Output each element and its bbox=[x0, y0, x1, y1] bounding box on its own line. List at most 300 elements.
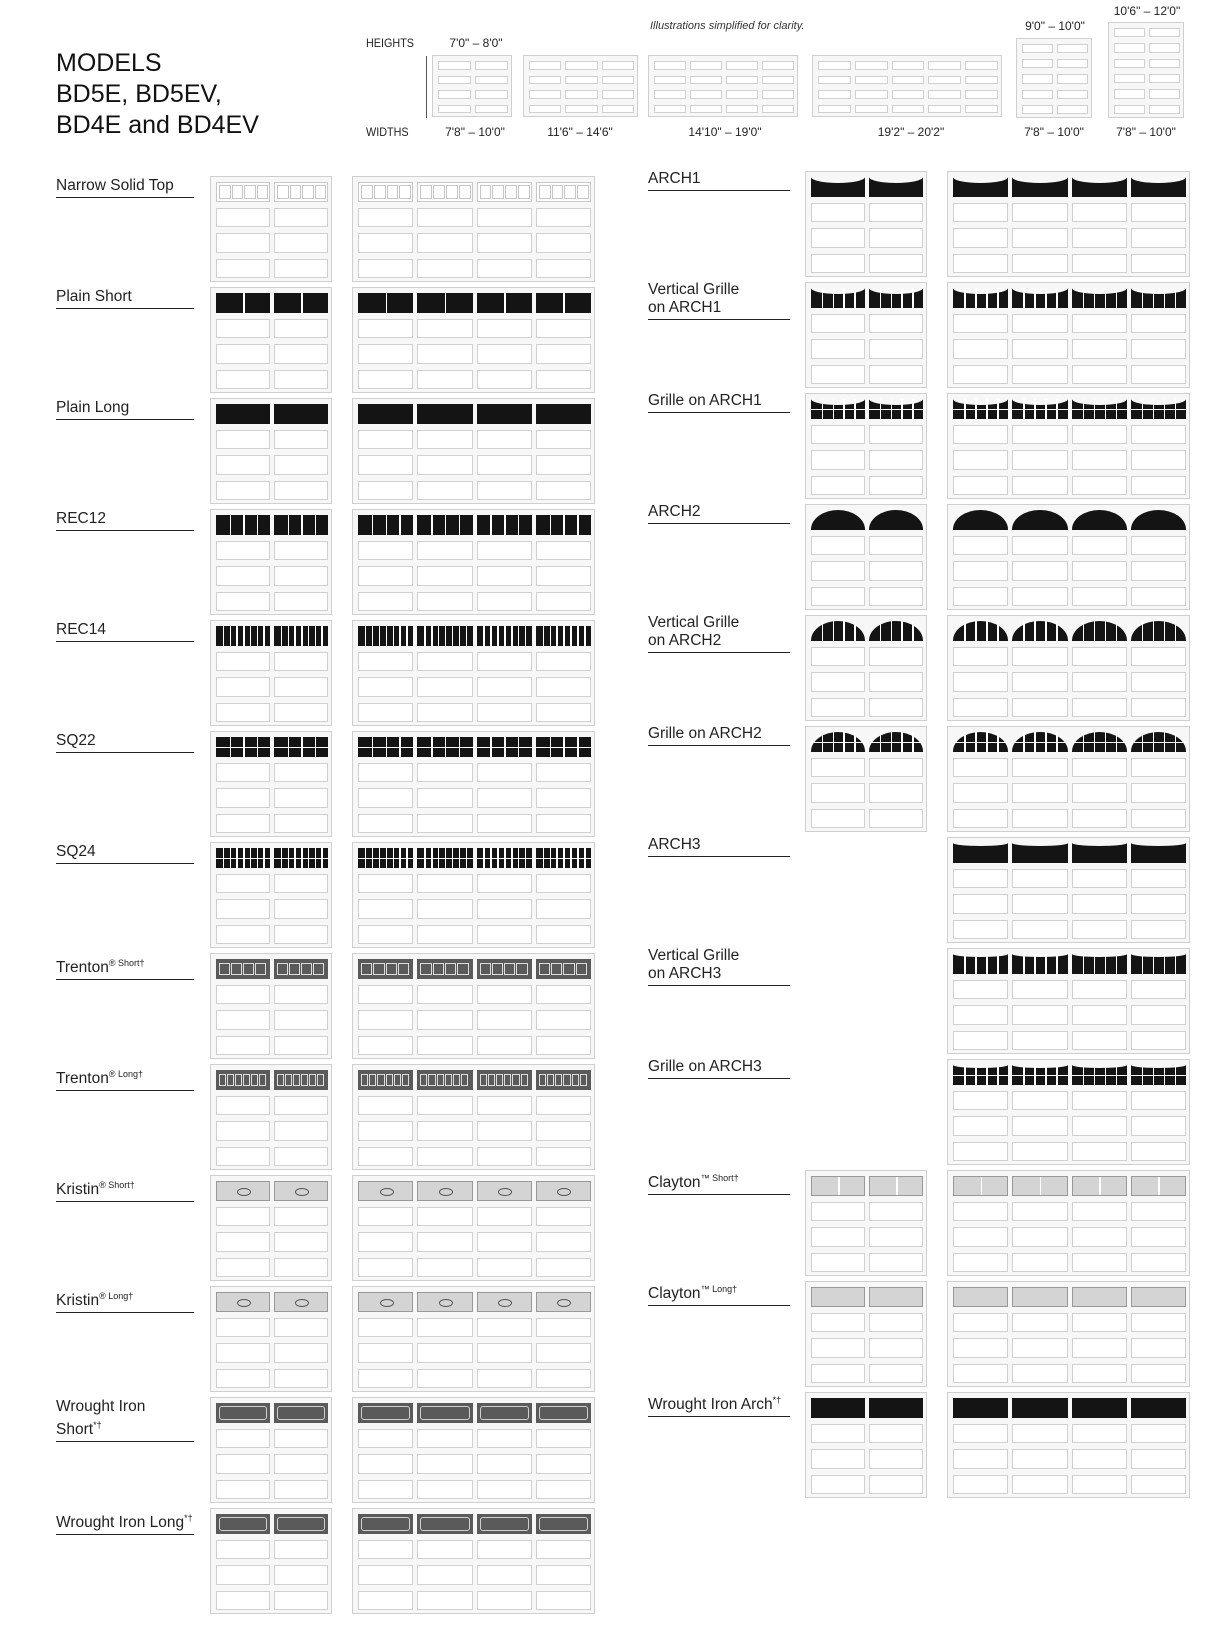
door-panel bbox=[477, 1369, 532, 1389]
door-panel bbox=[1012, 809, 1067, 829]
door-panel bbox=[953, 476, 1008, 496]
door-panel bbox=[417, 1096, 472, 1116]
door-panel bbox=[953, 758, 1008, 778]
door-panel bbox=[477, 652, 532, 672]
door-panel bbox=[417, 925, 472, 945]
door-panel bbox=[477, 1591, 532, 1611]
door-panel bbox=[1072, 203, 1127, 223]
door-panel bbox=[855, 76, 888, 85]
door-panel bbox=[1057, 90, 1088, 99]
door-window bbox=[216, 959, 270, 979]
door-panel bbox=[274, 259, 328, 279]
door-panel bbox=[1131, 869, 1186, 889]
door-panel bbox=[274, 763, 328, 783]
door-panel bbox=[953, 1005, 1008, 1025]
door-panel bbox=[1149, 74, 1180, 83]
door-single bbox=[805, 171, 927, 277]
door-panel bbox=[529, 105, 561, 114]
door-panel bbox=[477, 566, 532, 586]
door-panel bbox=[869, 672, 923, 692]
door-window bbox=[811, 621, 865, 641]
door-panel bbox=[953, 920, 1008, 940]
door-panel bbox=[1114, 89, 1145, 98]
door-window bbox=[1072, 1287, 1127, 1307]
door-panel bbox=[417, 788, 472, 808]
door-panel bbox=[274, 1121, 328, 1141]
door-panel bbox=[869, 1338, 923, 1358]
door-panel bbox=[953, 1091, 1008, 1111]
door-single bbox=[805, 1170, 927, 1276]
door-panel bbox=[274, 430, 328, 450]
model-label bbox=[56, 732, 194, 753]
door-window bbox=[417, 848, 472, 868]
door-panel bbox=[953, 365, 1008, 385]
door-single bbox=[210, 176, 332, 282]
door-panel bbox=[1072, 1364, 1127, 1384]
model-name: REC12 bbox=[56, 510, 106, 527]
door-window bbox=[536, 959, 591, 979]
door-panel bbox=[358, 455, 413, 475]
door-panel bbox=[953, 1475, 1008, 1495]
door-panel bbox=[358, 370, 413, 390]
door-window bbox=[1131, 1287, 1186, 1307]
door-panel bbox=[1012, 698, 1067, 718]
model-label bbox=[648, 1058, 790, 1079]
door-window bbox=[1131, 843, 1186, 863]
door-panel bbox=[358, 763, 413, 783]
door-window bbox=[1131, 510, 1186, 530]
door-panel bbox=[477, 1258, 532, 1278]
door-panel bbox=[869, 203, 923, 223]
door-panel bbox=[274, 788, 328, 808]
door-panel bbox=[953, 1424, 1008, 1444]
door-window bbox=[1012, 1398, 1067, 1418]
door-panel bbox=[869, 698, 923, 718]
door-double bbox=[947, 726, 1190, 832]
door-panel bbox=[358, 1591, 413, 1611]
door-panel bbox=[358, 814, 413, 834]
model-label bbox=[648, 1280, 790, 1306]
model-label bbox=[648, 836, 790, 857]
door-panel bbox=[811, 536, 865, 556]
door-panel bbox=[536, 985, 591, 1005]
door-window bbox=[1012, 621, 1067, 641]
door-panel bbox=[1057, 59, 1088, 68]
door-panel bbox=[1149, 43, 1180, 52]
door-window bbox=[1012, 954, 1067, 974]
door-panel bbox=[477, 1121, 532, 1141]
door-panel bbox=[1012, 1202, 1067, 1222]
model-suffix: ® Long† bbox=[108, 1069, 144, 1079]
door-window bbox=[1131, 288, 1186, 308]
door-window bbox=[274, 1181, 328, 1201]
door-panel bbox=[1012, 920, 1067, 940]
title-line-2: BD5E, BD5EV, bbox=[56, 80, 222, 108]
door-panel bbox=[358, 703, 413, 723]
door-double bbox=[947, 615, 1190, 721]
door-panel bbox=[358, 1147, 413, 1167]
door-panel bbox=[1012, 1227, 1067, 1247]
door-panel bbox=[477, 1010, 532, 1030]
door-window bbox=[811, 177, 865, 197]
model-suffix: *† bbox=[772, 1395, 782, 1405]
door-panel bbox=[216, 1258, 270, 1278]
door-panel bbox=[1012, 980, 1067, 1000]
door-double bbox=[947, 948, 1190, 1054]
door-panel bbox=[1072, 1227, 1127, 1247]
door-window bbox=[216, 1514, 270, 1534]
door-panel bbox=[953, 1142, 1008, 1162]
door-window bbox=[216, 1181, 270, 1201]
door-panel bbox=[358, 208, 413, 228]
door-panel bbox=[274, 1429, 328, 1449]
door-panel bbox=[1131, 647, 1186, 667]
door-panel bbox=[1022, 44, 1053, 53]
door-panel bbox=[1012, 425, 1067, 445]
door-panel bbox=[654, 76, 686, 85]
door-panel bbox=[536, 233, 591, 253]
model-name: Wrought Iron Arch bbox=[648, 1396, 773, 1414]
door-single bbox=[210, 842, 332, 948]
door-window bbox=[953, 1176, 1008, 1196]
page-title bbox=[56, 48, 259, 141]
door-panel bbox=[274, 1258, 328, 1278]
door-panel bbox=[477, 788, 532, 808]
model-name: Trenton bbox=[56, 959, 109, 977]
door-panel bbox=[536, 1591, 591, 1611]
door-panel bbox=[536, 430, 591, 450]
door-panel bbox=[953, 1031, 1008, 1051]
door-panel bbox=[1072, 1338, 1127, 1358]
door-window bbox=[477, 1070, 532, 1090]
door-panel bbox=[1072, 254, 1127, 274]
door-panel bbox=[358, 233, 413, 253]
door-double bbox=[947, 1059, 1190, 1165]
door-panel bbox=[855, 90, 888, 99]
door-panel bbox=[602, 61, 634, 70]
model-name: Vertical Grille bbox=[648, 281, 740, 298]
door-window bbox=[1072, 1176, 1127, 1196]
door-panel bbox=[536, 652, 591, 672]
door-window bbox=[953, 954, 1008, 974]
door-panel bbox=[536, 677, 591, 697]
door-window bbox=[477, 1181, 532, 1201]
door-panel bbox=[869, 783, 923, 803]
door-double bbox=[947, 282, 1190, 388]
door-panel bbox=[1072, 425, 1127, 445]
door-window bbox=[216, 404, 270, 424]
door-panel bbox=[417, 1010, 472, 1030]
door-window bbox=[536, 1403, 591, 1423]
door-panel bbox=[477, 1480, 532, 1500]
door-double bbox=[352, 1064, 595, 1170]
door-panel bbox=[1114, 105, 1145, 114]
door-double bbox=[352, 620, 595, 726]
door-panel bbox=[1131, 1313, 1186, 1333]
door-panel bbox=[358, 1096, 413, 1116]
door-panel bbox=[536, 1369, 591, 1389]
door-window bbox=[869, 1176, 923, 1196]
door-double bbox=[947, 1170, 1190, 1276]
model-label bbox=[648, 1391, 790, 1417]
door-double bbox=[352, 1175, 595, 1281]
door-panel bbox=[811, 339, 865, 359]
door-panel bbox=[1131, 587, 1186, 607]
door-panel bbox=[536, 1429, 591, 1449]
door-panel bbox=[274, 899, 328, 919]
door-panel bbox=[417, 703, 472, 723]
door-panel bbox=[1012, 536, 1067, 556]
door-panel bbox=[216, 1565, 270, 1585]
door-panel bbox=[811, 1313, 865, 1333]
door-panel bbox=[417, 592, 472, 612]
door-panel bbox=[1131, 758, 1186, 778]
door-panel bbox=[417, 1232, 472, 1252]
door-panel bbox=[869, 1253, 923, 1273]
door-panel bbox=[216, 1147, 270, 1167]
door-panel bbox=[417, 763, 472, 783]
door-window bbox=[811, 1176, 865, 1196]
door-panel bbox=[1057, 44, 1088, 53]
door-panel bbox=[811, 254, 865, 274]
door-panel bbox=[1131, 1227, 1186, 1247]
model-name: Grille on ARCH1 bbox=[648, 392, 762, 409]
door-panel bbox=[358, 1036, 413, 1056]
door-panel bbox=[1072, 365, 1127, 385]
door-panel bbox=[953, 869, 1008, 889]
model-suffix: *† bbox=[93, 1420, 102, 1430]
door-window bbox=[1131, 1398, 1186, 1418]
door-panel bbox=[869, 339, 923, 359]
door-panel bbox=[274, 566, 328, 586]
door-panel bbox=[892, 76, 925, 85]
door-panel bbox=[1012, 561, 1067, 581]
door-panel bbox=[358, 874, 413, 894]
door-panel bbox=[216, 455, 270, 475]
door-panel bbox=[811, 425, 865, 445]
height-sample-door-2 bbox=[1108, 22, 1184, 118]
door-panel bbox=[1072, 980, 1127, 1000]
door-panel bbox=[475, 61, 508, 70]
door-panel bbox=[477, 481, 532, 501]
door-panel bbox=[565, 105, 597, 114]
door-panel bbox=[536, 1343, 591, 1363]
door-panel bbox=[1131, 1116, 1186, 1136]
door-panel bbox=[536, 899, 591, 919]
door-panel bbox=[358, 985, 413, 1005]
door-panel bbox=[690, 61, 722, 70]
door-window bbox=[953, 510, 1008, 530]
door-panel bbox=[855, 61, 888, 70]
door-single bbox=[805, 1392, 927, 1498]
door-panel bbox=[274, 1591, 328, 1611]
door-single bbox=[210, 1286, 332, 1392]
model-name: Kristin bbox=[56, 1181, 100, 1199]
door-window bbox=[953, 732, 1008, 752]
door-double bbox=[352, 1508, 595, 1614]
door-panel bbox=[477, 874, 532, 894]
door-panel bbox=[477, 319, 532, 339]
door-panel bbox=[1149, 59, 1180, 68]
door-panel bbox=[1072, 1475, 1127, 1495]
door-window bbox=[358, 293, 413, 313]
door-panel bbox=[417, 541, 472, 561]
model-name-line-2: on ARCH3 bbox=[648, 965, 722, 982]
model-name: SQ22 bbox=[56, 732, 96, 749]
door-window bbox=[417, 1292, 472, 1312]
door-window bbox=[358, 1514, 413, 1534]
door-panel bbox=[869, 561, 923, 581]
door-panel bbox=[654, 105, 686, 114]
door-panel bbox=[1131, 920, 1186, 940]
door-panel bbox=[358, 259, 413, 279]
model-label bbox=[648, 503, 790, 524]
door-panel bbox=[438, 76, 471, 85]
door-panel bbox=[358, 652, 413, 672]
door-window bbox=[358, 737, 413, 757]
door-panel bbox=[1131, 1475, 1186, 1495]
door-panel bbox=[216, 208, 270, 228]
door-window bbox=[274, 1070, 328, 1090]
door-panel bbox=[1022, 74, 1053, 83]
door-panel bbox=[1012, 203, 1067, 223]
door-panel bbox=[690, 76, 722, 85]
door-panel bbox=[477, 763, 532, 783]
door-panel bbox=[818, 90, 851, 99]
heights-label: HEIGHTS bbox=[366, 36, 415, 50]
door-panel bbox=[811, 203, 865, 223]
door-double bbox=[947, 1281, 1190, 1387]
door-panel bbox=[1012, 1253, 1067, 1273]
door-panel bbox=[1012, 758, 1067, 778]
door-window bbox=[1012, 732, 1067, 752]
door-panel bbox=[216, 344, 270, 364]
door-panel bbox=[358, 1454, 413, 1474]
door-window bbox=[536, 515, 591, 535]
door-window bbox=[811, 288, 865, 308]
door-window bbox=[811, 1398, 865, 1418]
door-panel bbox=[274, 1540, 328, 1560]
door-panel bbox=[417, 1565, 472, 1585]
door-panel bbox=[417, 1147, 472, 1167]
door-panel bbox=[358, 1480, 413, 1500]
door-panel bbox=[477, 208, 532, 228]
door-panel bbox=[1012, 1424, 1067, 1444]
width-sample-door-4 bbox=[812, 55, 1002, 117]
door-panel bbox=[358, 430, 413, 450]
model-name: SQ24 bbox=[56, 843, 96, 860]
door-window bbox=[1072, 288, 1127, 308]
width-label-6: 7'8" – 10'0" bbox=[1116, 125, 1176, 139]
door-panel bbox=[477, 1232, 532, 1252]
door-panel bbox=[216, 1591, 270, 1611]
door-single bbox=[805, 393, 927, 499]
door-panel bbox=[1072, 561, 1127, 581]
door-panel bbox=[1072, 698, 1127, 718]
door-single bbox=[210, 509, 332, 615]
door-panel bbox=[358, 1540, 413, 1560]
door-window bbox=[811, 399, 865, 419]
door-panel bbox=[953, 1449, 1008, 1469]
door-panel bbox=[869, 647, 923, 667]
door-panel bbox=[811, 561, 865, 581]
door-panel bbox=[417, 985, 472, 1005]
door-panel bbox=[1131, 980, 1186, 1000]
door-panel bbox=[1012, 314, 1067, 334]
door-panel bbox=[811, 587, 865, 607]
width-label-5: 7'8" – 10'0" bbox=[1024, 125, 1084, 139]
door-panel bbox=[358, 1318, 413, 1338]
model-name: Trenton bbox=[56, 1070, 109, 1088]
door-panel bbox=[417, 319, 472, 339]
model-label bbox=[648, 725, 790, 746]
door-window bbox=[274, 1403, 328, 1423]
door-panel bbox=[529, 76, 561, 85]
door-window bbox=[417, 1514, 472, 1534]
door-panel bbox=[216, 874, 270, 894]
door-panel bbox=[216, 566, 270, 586]
door-panel bbox=[216, 652, 270, 672]
door-panel bbox=[1131, 1202, 1186, 1222]
door-window bbox=[274, 1514, 328, 1534]
door-panel bbox=[274, 1565, 328, 1585]
door-panel bbox=[869, 1364, 923, 1384]
door-single bbox=[210, 620, 332, 726]
door-window bbox=[1072, 843, 1127, 863]
door-panel bbox=[475, 105, 508, 114]
door-panel bbox=[216, 763, 270, 783]
door-window bbox=[216, 293, 270, 313]
door-double bbox=[947, 1392, 1190, 1498]
door-panel bbox=[417, 1540, 472, 1560]
door-panel bbox=[811, 228, 865, 248]
door-panel bbox=[1131, 1424, 1186, 1444]
door-panel bbox=[216, 1540, 270, 1560]
width-label-1: 7'8" – 10'0" bbox=[445, 125, 505, 139]
door-panel bbox=[1012, 254, 1067, 274]
door-panel bbox=[274, 592, 328, 612]
door-panel bbox=[602, 76, 634, 85]
door-panel bbox=[477, 1147, 532, 1167]
door-panel bbox=[1131, 894, 1186, 914]
door-panel bbox=[1022, 105, 1053, 114]
model-label bbox=[648, 281, 790, 320]
door-panel bbox=[811, 476, 865, 496]
door-window bbox=[536, 1514, 591, 1534]
door-panel bbox=[1072, 1313, 1127, 1333]
model-suffix: ® Long† bbox=[99, 1291, 134, 1301]
door-panel bbox=[216, 1096, 270, 1116]
door-panel bbox=[536, 1258, 591, 1278]
door-window bbox=[358, 1181, 413, 1201]
door-panel bbox=[811, 1424, 865, 1444]
door-window bbox=[1072, 399, 1127, 419]
door-panel bbox=[536, 1096, 591, 1116]
door-panel bbox=[536, 1454, 591, 1474]
door-panel bbox=[928, 105, 961, 114]
door-panel bbox=[358, 541, 413, 561]
door-panel bbox=[1131, 1338, 1186, 1358]
door-panel bbox=[953, 809, 1008, 829]
door-panel bbox=[1149, 89, 1180, 98]
door-panel bbox=[1012, 587, 1067, 607]
door-panel bbox=[274, 344, 328, 364]
door-panel bbox=[529, 90, 561, 99]
door-panel bbox=[565, 90, 597, 99]
door-window bbox=[417, 626, 472, 646]
door-panel bbox=[892, 61, 925, 70]
door-panel bbox=[811, 1338, 865, 1358]
